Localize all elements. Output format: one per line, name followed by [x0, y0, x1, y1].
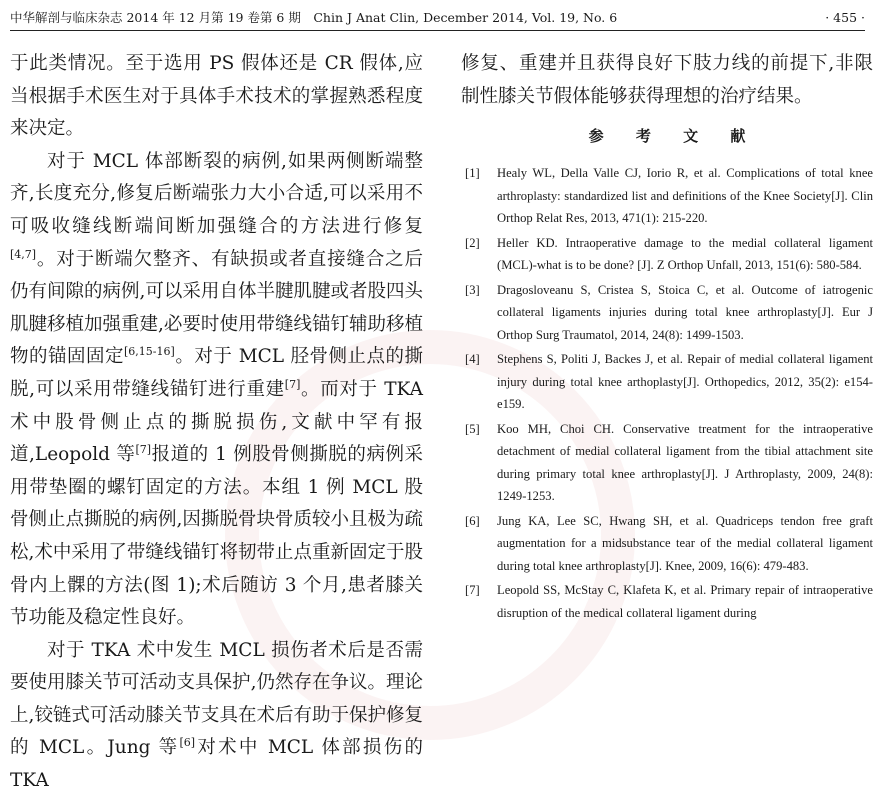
reference-list	[461, 162, 873, 624]
reference-item: [1] Healy WL, Della Valle CJ, Iorio R, et al. Complications of total knee arthroplasty: standardized list and definitions of the Knee Society[J]. Clin Orthop Relat Res, 2013, 471(1): 215-220.	[465, 166, 873, 226]
reference-item: [5] Koo MH, Choi CH. Conservative treatment for the intraoperative detachment of medial collateral ligament from the tibial attachment site during primary total knee arthroplasty[J]. J Arthroplasty, 2009, 24(8): 1249-1253.	[465, 421, 873, 504]
reference-item: [7] Leopold SS, McStay C, Klafeta K, et al. Primary repair of intraoperative disruption of the medical collateral ligament during	[465, 583, 873, 620]
left-column	[10, 48, 423, 798]
citation: [7]	[284, 377, 301, 391]
page-number: · 455 ·	[825, 10, 865, 25]
reference-item: [6] Jung KA, Lee SC, Hwang SH, et al. Quadriceps tendon free graft augmentation for a midsubstance tear of the medial collateral ligament during total knee arthroplasty[J]. Knee, 2009, 16(6): 479-483.	[465, 513, 873, 573]
continuation-paragraph: 修复、重建并且获得良好下肢力线的前提下,非限制性膝关节假体能够获得理想的治疗结果。	[461, 53, 873, 107]
citation: [6]	[179, 736, 196, 750]
citation: [4,7]	[10, 247, 37, 261]
paragraph-2: 对于 MCL 体部断裂的病例,如果两侧断端整齐,长度充分,修复后断端张力大小合适,可以采用不可吸收缝线断端间断加强缝合的方法进行修复[4,7]。对于断端欠整齐、有缺损或者直接缝合之后仍有间隙的病例,可以采用自体半腱肌腱或者股四头肌腱移植加强重建,必要时使用带缝线锚钉辅助移植物的锚固固定[6,15-16]。对于 MCL 胫骨侧止点的撕脱,可以采用带缝线锚钉进行重建[7]。而对于 TKA 术中股骨侧止点的撕脱损伤,文献中罕有报道,Leopold 等[7]报道的 1 例股骨侧撕脱的病例采用带垫圈的螺钉固定的方法。本组 1 例 MCL 股骨侧止点撕脱的病例,因撕脱骨块骨质较小且极为疏松,术中采用了带缝线锚钉将韧带止点重新固定于股骨内上髁的方法(图 1);术后随访 3 个月,患者膝关节功能及稳定性良好。	[10, 150, 423, 629]
citation: [6,15-16]	[124, 345, 175, 359]
paragraph-3: 对于 TKA 术中发生 MCL 损伤者术后是否需要使用膝关节可活动支具保护,仍然存在争议。理论上,铰链式可活动膝关节支具在术后有助于保护修复的 MCL。Jung 等[6]对术中 MCL 体部损伤的 TKA	[10, 639, 423, 792]
running-header	[10, 9, 865, 31]
references-heading: 参 考 文 献	[588, 127, 759, 146]
reference-item: [3] Dragosloveanu S, Cristea S, Stoica C, et al. Outcome of iatrogenic collateral ligaments injuries during total knee arthroplasty[J]. Eur J Orthop Surg Traumatol, 2014, 24(8): 1499-1503.	[465, 282, 873, 342]
citation: [7]	[135, 442, 152, 456]
right-column	[461, 48, 873, 626]
reference-item: [2] Heller KD. Intraoperative damage to the medial collateral ligament (MCL)-what is to be done? [J]. Z Orthop Unfall, 2013, 151(6): 580-584.	[465, 235, 873, 273]
paragraph-1: 于此类情况。至于选用 PS 假体还是 CR 假体,应当根据手术医生对于具体手术技术的掌握熟悉程度来决定。	[10, 53, 423, 140]
journal-info: 中华解剖与临床杂志 2014 年 12 月第 19 卷第 6 期 Chin J Anat Clin, December 2014, Vol. 19, No. 6	[10, 10, 618, 25]
reference-item: [4] Stephens S, Politi J, Backes J, et al. Repair of medial collateral ligament injury during total knee arthoplasty[J]. Orthopedics, 2012, 35(2): e154-e159.	[465, 352, 873, 412]
